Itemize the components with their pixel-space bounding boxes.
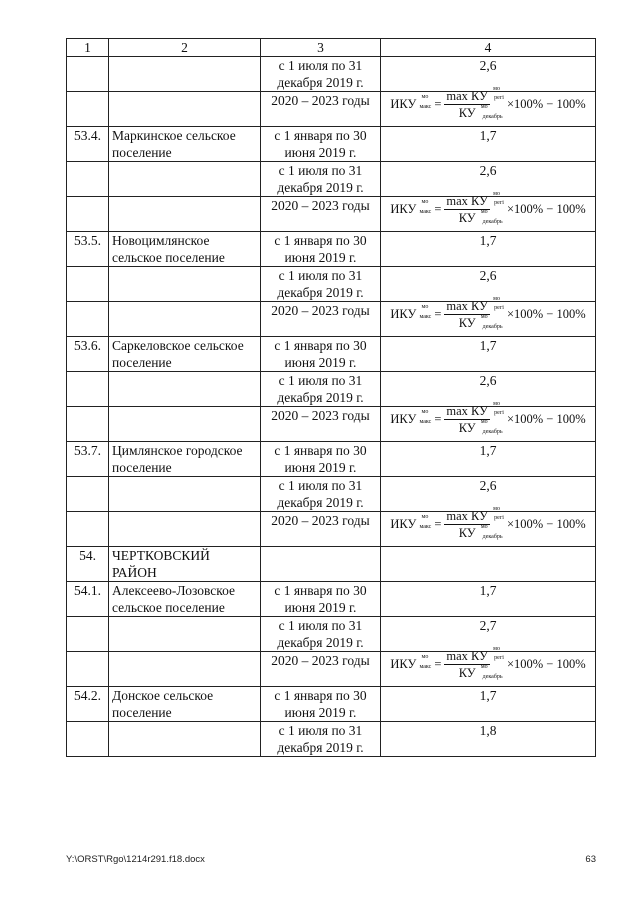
settlement-name: ЧЕРТКОВСКИЙ РАЙОН (109, 547, 261, 582)
index-value: 2,6 (381, 372, 596, 407)
formula (384, 646, 592, 680)
formula-num-sub: регі (494, 515, 504, 521)
table-row (67, 302, 596, 337)
formula-lhs: ИКУ (390, 517, 417, 531)
formula-fraction (444, 506, 504, 540)
row-number (67, 197, 109, 232)
formula (384, 506, 592, 540)
header-col-4: 4 (381, 39, 596, 57)
index-value: 1,7 (381, 127, 596, 162)
settlement-name (109, 92, 261, 127)
formula-numerator: max КУ (446, 194, 488, 208)
formula-den-sub: декабрь (482, 674, 503, 680)
formula-lhs-sup: мо (421, 199, 429, 205)
index-formula (381, 401, 596, 442)
formula-num-sub: регі (494, 410, 504, 416)
formula-lhs-sub: макс (419, 419, 432, 425)
formula-fraction (444, 191, 504, 225)
header-col-3: 3 (261, 39, 381, 57)
index-formula (381, 86, 596, 127)
formula-denominator: КУ (458, 106, 476, 120)
index-value: 1,7 (381, 337, 596, 372)
formula-num-sub: регі (494, 305, 504, 311)
settlement-name: Донское сельское поселение (109, 687, 261, 722)
table-row (67, 162, 596, 197)
row-number (67, 162, 109, 197)
formula-tail: ×100% − 100% (506, 97, 586, 111)
settlement-name (109, 267, 261, 302)
row-number: 54.1. (67, 582, 109, 617)
formula-lhs: ИКУ (390, 412, 417, 426)
table-row (67, 57, 596, 92)
settlement-name (109, 162, 261, 197)
index-value: 2,6 (381, 477, 596, 512)
formula-lhs: ИКУ (390, 97, 417, 111)
index-value: 1,7 (381, 687, 596, 722)
formula-eq: = (434, 517, 442, 531)
formula-tail: ×100% − 100% (506, 307, 586, 321)
formula-den-sup: мо (480, 209, 488, 215)
formula-tail: ×100% − 100% (506, 657, 586, 671)
formula-numerator: max КУ (446, 649, 488, 663)
formula-denominator: КУ (458, 421, 476, 435)
formula-denominator: КУ (458, 526, 476, 540)
settlement-name: Новоцимлянское сельское поселение (109, 232, 261, 267)
index-value (381, 547, 596, 582)
formula-denominator: КУ (458, 666, 476, 680)
table-row (67, 547, 596, 582)
settlement-name: Цимлянское городское поселение (109, 442, 261, 477)
settlement-name: Алексеево-Лозовское сельское поселение (109, 582, 261, 617)
formula-lhs-sub: макс (419, 104, 432, 110)
formula-lhs-sup: мо (421, 409, 429, 415)
formula-lhs-sup: мо (421, 304, 429, 310)
table-row (67, 92, 596, 127)
formula-num-sup: мо (493, 506, 500, 512)
period (261, 547, 381, 582)
row-number (67, 512, 109, 547)
formula-fraction (444, 401, 504, 435)
index-value: 2,7 (381, 617, 596, 652)
table-row (67, 197, 596, 232)
formula-num-sup: мо (493, 646, 500, 652)
index-value: 2,6 (381, 267, 596, 302)
table-row (67, 512, 596, 547)
formula-lhs-sub: макс (419, 664, 432, 670)
period: 2020 – 2023 годы (261, 92, 381, 127)
formula-den-sub: декабрь (482, 429, 503, 435)
formula-numerator: max КУ (446, 404, 488, 418)
formula-den-sup: мо (480, 664, 488, 670)
formula-tail: ×100% − 100% (506, 517, 586, 531)
formula-denominator: КУ (458, 316, 476, 330)
footer-file-path: Y:\ORST\Rgo\1214r291.f18.docx (66, 854, 205, 865)
row-number (67, 477, 109, 512)
row-number (67, 302, 109, 337)
formula-numerator: max КУ (446, 299, 488, 313)
row-number (67, 372, 109, 407)
header-row (67, 39, 596, 57)
settlement-name (109, 617, 261, 652)
index-formula (381, 296, 596, 337)
index-value: 1,7 (381, 442, 596, 477)
period: с 1 января по 30 июня 2019 г. (261, 582, 381, 617)
period: 2020 – 2023 годы (261, 407, 381, 442)
row-number (67, 92, 109, 127)
period: с 1 июля по 31 декабря 2019 г. (261, 57, 381, 92)
settlement-name (109, 197, 261, 232)
formula-den-sup: мо (480, 104, 488, 110)
formula-den-sup: мо (480, 419, 488, 425)
header-col-2: 2 (109, 39, 261, 57)
settlement-name (109, 477, 261, 512)
settlement-name (109, 722, 261, 757)
index-value: 2,6 (381, 57, 596, 92)
formula-den-sub: декабрь (482, 219, 503, 225)
tariff-table (66, 38, 596, 757)
formula-den-sub: декабрь (482, 534, 503, 540)
period: с 1 июля по 31 декабря 2019 г. (261, 477, 381, 512)
row-number: 54.2. (67, 687, 109, 722)
formula-lhs-sub: макс (419, 209, 432, 215)
row-number (67, 722, 109, 757)
formula-lhs-sub: макс (419, 314, 432, 320)
formula (384, 401, 592, 435)
formula-tail: ×100% − 100% (506, 412, 586, 426)
formula-den-sub: декабрь (482, 114, 503, 120)
settlement-name (109, 407, 261, 442)
formula (384, 86, 592, 120)
formula-lhs-sup: мо (421, 94, 429, 100)
formula-fraction (444, 296, 504, 330)
period: с 1 июля по 31 декабря 2019 г. (261, 722, 381, 757)
settlement-name (109, 652, 261, 687)
period: с 1 января по 30 июня 2019 г. (261, 687, 381, 722)
formula-lhs-sub: макс (419, 524, 432, 530)
formula-lhs-sup: мо (421, 514, 429, 520)
formula-lhs-sup: мо (421, 654, 429, 660)
index-value: 1,8 (381, 722, 596, 757)
row-number: 53.4. (67, 127, 109, 162)
row-number (67, 57, 109, 92)
table-row (67, 652, 596, 687)
index-formula (381, 506, 596, 547)
settlement-name: Маркинское сельское поселение (109, 127, 261, 162)
row-number (67, 617, 109, 652)
formula-den-sup: мо (480, 314, 488, 320)
index-value: 2,6 (381, 162, 596, 197)
index-formula (381, 646, 596, 687)
header-col-1: 1 (67, 39, 109, 57)
period: с 1 января по 30 июня 2019 г. (261, 232, 381, 267)
formula-num-sup: мо (493, 86, 500, 92)
table-row (67, 372, 596, 407)
index-formula (381, 191, 596, 232)
period: с 1 июля по 31 декабря 2019 г. (261, 372, 381, 407)
settlement-name (109, 512, 261, 547)
period: с 1 июля по 31 декабря 2019 г. (261, 162, 381, 197)
row-number: 54. (67, 547, 109, 582)
index-value: 1,7 (381, 232, 596, 267)
row-number: 53.5. (67, 232, 109, 267)
period: 2020 – 2023 годы (261, 512, 381, 547)
formula-num-sup: мо (493, 296, 500, 302)
table-row (67, 617, 596, 652)
formula-den-sup: мо (480, 524, 488, 530)
formula-lhs: ИКУ (390, 657, 417, 671)
formula-numerator: max КУ (446, 509, 488, 523)
formula-fraction (444, 86, 504, 120)
settlement-name (109, 57, 261, 92)
period: 2020 – 2023 годы (261, 652, 381, 687)
settlement-name (109, 302, 261, 337)
row-number (67, 267, 109, 302)
formula (384, 296, 592, 330)
row-number (67, 407, 109, 442)
formula-num-sup: мо (493, 191, 500, 197)
row-number (67, 652, 109, 687)
formula-num-sub: регі (494, 200, 504, 206)
formula-eq: = (434, 307, 442, 321)
settlement-name: Саркеловское сельское поселение (109, 337, 261, 372)
formula-num-sub: регі (494, 655, 504, 661)
table-body (67, 57, 596, 757)
formula-eq: = (434, 657, 442, 671)
formula-eq: = (434, 97, 442, 111)
index-value: 1,7 (381, 582, 596, 617)
table-row (67, 267, 596, 302)
period: с 1 января по 30 июня 2019 г. (261, 127, 381, 162)
row-number: 53.7. (67, 442, 109, 477)
table-row (67, 477, 596, 512)
row-number: 53.6. (67, 337, 109, 372)
settlement-name (109, 372, 261, 407)
table-row (67, 722, 596, 757)
period: с 1 июля по 31 декабря 2019 г. (261, 617, 381, 652)
table-row (67, 337, 596, 372)
formula-lhs: ИКУ (390, 202, 417, 216)
table-row (67, 127, 596, 162)
period: с 1 января по 30 июня 2019 г. (261, 337, 381, 372)
formula-eq: = (434, 202, 442, 216)
formula-den-sub: декабрь (482, 324, 503, 330)
formula-fraction (444, 646, 504, 680)
formula-eq: = (434, 412, 442, 426)
table-row (67, 687, 596, 722)
formula-num-sup: мо (493, 401, 500, 407)
table-row (67, 582, 596, 617)
formula-tail: ×100% − 100% (506, 202, 586, 216)
period: с 1 января по 30 июня 2019 г. (261, 442, 381, 477)
period: 2020 – 2023 годы (261, 302, 381, 337)
formula-lhs: ИКУ (390, 307, 417, 321)
period: с 1 июля по 31 декабря 2019 г. (261, 267, 381, 302)
formula-numerator: max КУ (446, 89, 488, 103)
period: 2020 – 2023 годы (261, 197, 381, 232)
table-row (67, 232, 596, 267)
formula-denominator: КУ (458, 211, 476, 225)
table-row (67, 407, 596, 442)
table-row (67, 442, 596, 477)
page-number: 63 (585, 854, 596, 865)
formula-num-sub: регі (494, 95, 504, 101)
formula (384, 191, 592, 225)
